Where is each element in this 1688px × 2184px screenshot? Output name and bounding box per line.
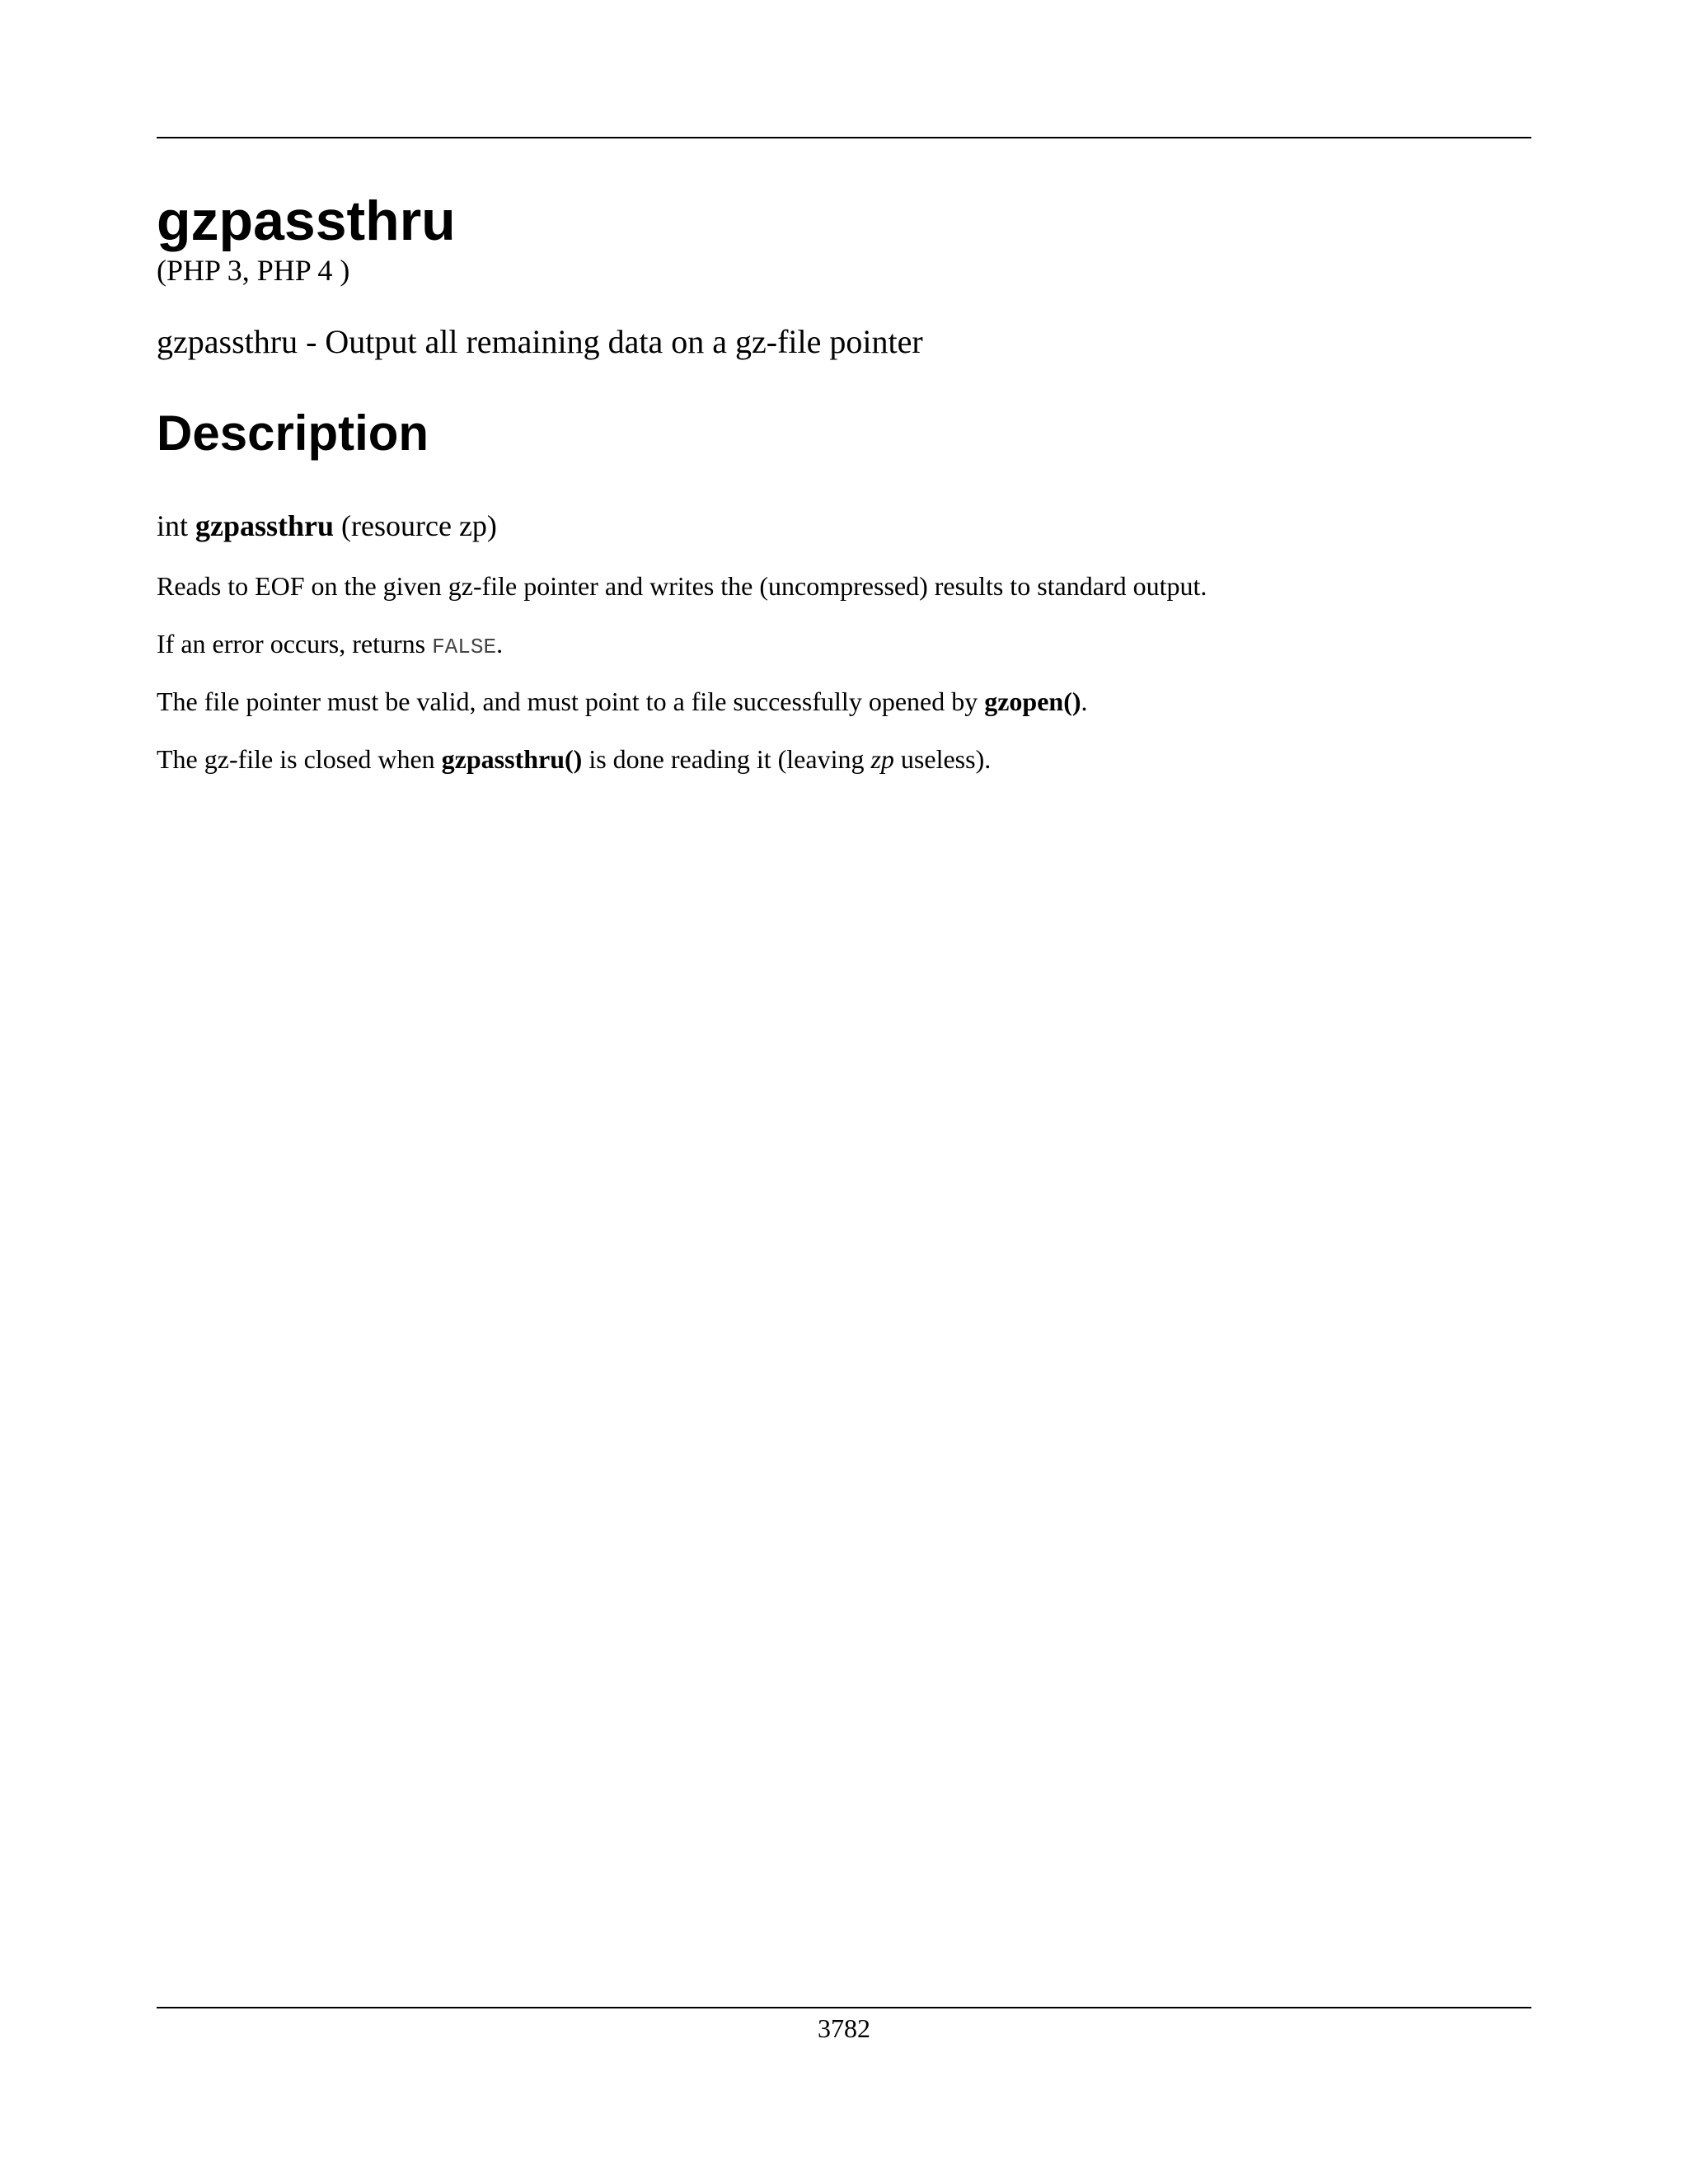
page-number: 3782 (818, 2013, 870, 2043)
description-paragraph-2 (157, 626, 503, 664)
return-type: int (157, 509, 189, 542)
para2-text-after: . (496, 629, 504, 658)
description-heading: Description (157, 405, 429, 461)
function-synopsis (157, 507, 497, 545)
zp-parameter: zp (870, 744, 894, 774)
header-rule (157, 137, 1531, 138)
gzopen-link[interactable]: gzopen() (984, 687, 1081, 716)
para3-text-before: The file pointer must be valid, and must point to a file successfully opened by (157, 687, 985, 716)
false-constant: FALSE (432, 635, 497, 659)
description-paragraph-3 (157, 684, 1088, 719)
function-summary: gzpassthru - Output all remaining data on a gz-file pointer (157, 323, 923, 360)
description-paragraph-4 (157, 742, 991, 776)
function-title: gzpassthru (157, 190, 456, 252)
para4-text-before: The gz-file is closed when (157, 744, 442, 774)
synopsis-params: (resource zp) (341, 509, 497, 542)
php-versions: (PHP 3, PHP 4 ) (157, 254, 350, 287)
synopsis-function-name: gzpassthru (195, 509, 335, 542)
description-paragraph-1: Reads to EOF on the given gz-file pointer and writes the (uncompressed) results to standard output. (157, 571, 1207, 601)
para4-text-after: useless). (893, 744, 992, 774)
footer-rule (157, 2007, 1531, 2008)
para2-text-before: If an error occurs, returns (157, 629, 433, 658)
gzpassthru-reference: gzpassthru() (441, 744, 583, 774)
para4-text-middle: is done reading it (leaving (582, 744, 871, 774)
para3-text-after: . (1081, 687, 1088, 716)
